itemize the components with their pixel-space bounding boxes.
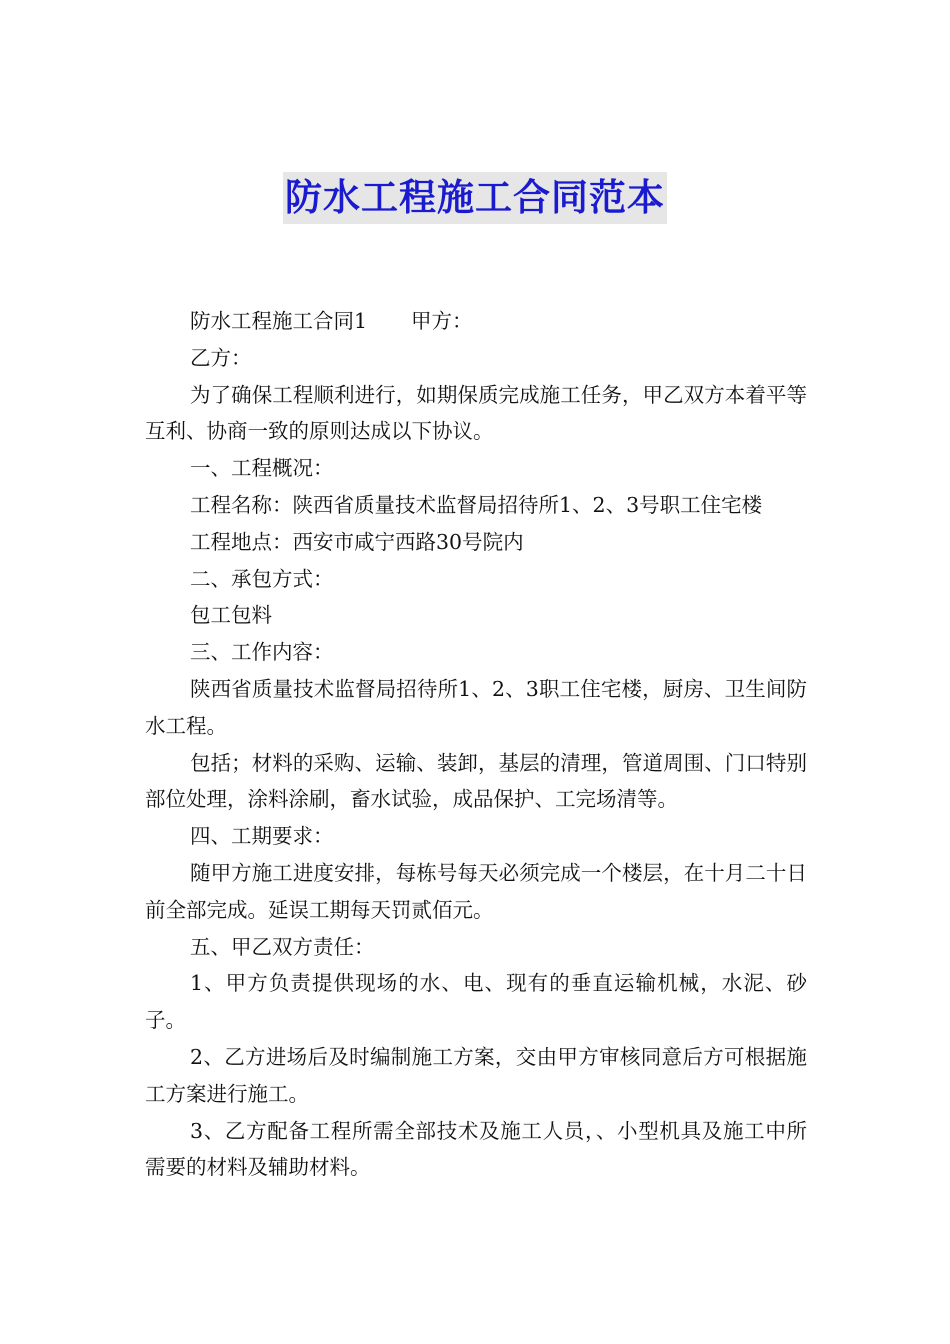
paragraph-contract-method: 包工包料 [190,603,272,628]
paragraph-party-b: 乙方： [190,345,252,370]
paragraph-responsibility-1: 1、甲方负责提供现场的水、电、现有的垂直运输机械，水泥、砂子。 [145,971,807,1033]
paragraph-work-content: 陕西省质量技术监督局招待所1、2、3职工住宅楼，厨房、卫生间防水工程。 [145,676,807,738]
section-heading-responsibilities: 五、甲乙双方责任： [190,934,375,959]
paragraph-project-location: 工程地点：西安市咸宁西路30号院内 [190,529,524,554]
paragraph-work-scope: 包括；材料的采购、运输、装卸，基层的清理，管道周围、门口特别部位处理，涂料涂刷，畜水试验，成品保护、工完场清等。 [145,750,807,812]
section-heading-contract-method: 二、承包方式： [190,566,334,591]
paragraph-contract-heading [145,303,807,340]
paragraph-responsibility-2: 2、乙方进场后及时编制施工方案，交由甲方审核同意后方可根据施工方案进行施工。 [145,1044,807,1106]
paragraph-responsibility-3: 3、乙方配备工程所需全部技术及施工人员，、小型机具及施工中所需要的材料及辅助材料。 [145,1118,807,1180]
document-body [145,303,807,1186]
section-heading-schedule: 四、工期要求： [190,824,334,849]
party-a-label: 甲方： [411,309,473,333]
paragraph-preamble: 为了确保工程顺利进行，如期保质完成施工任务，甲乙双方本着平等互利、协商一致的原则达成以下协议。 [145,382,807,444]
section-heading-overview: 一、工程概况： [190,456,334,481]
paragraph-schedule: 随甲方施工进度安排，每栋号每天必须完成一个楼层，在十月二十日前全部完成。延误工期每天罚贰佰元。 [145,860,807,922]
paragraph-project-name: 工程名称：陕西省质量技术监督局招待所1、2、3号职工住宅楼 [190,492,763,517]
title-block [0,172,950,224]
section-heading-work-content: 三、工作内容： [190,640,334,665]
document-title: 防水工程施工合同范本 [283,172,667,224]
contract-number: 防水工程施工合同1 [190,309,368,333]
